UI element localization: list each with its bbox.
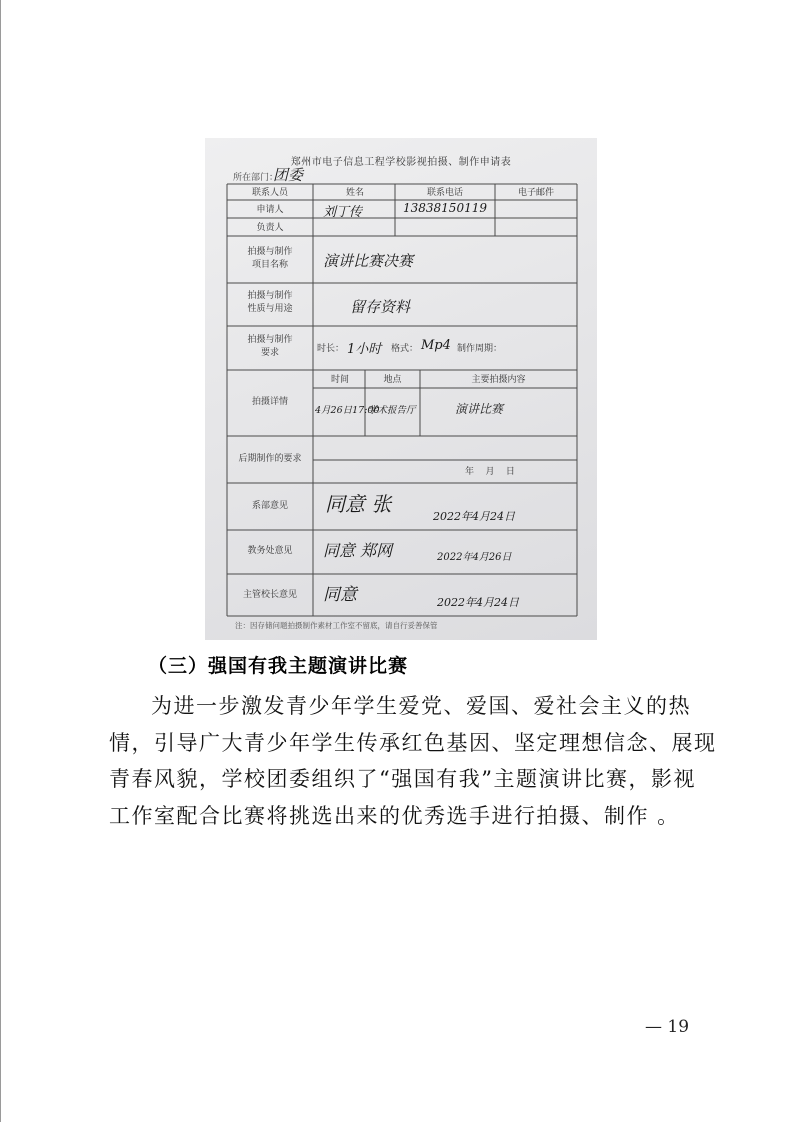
post-date: 年 月 日: [465, 467, 515, 477]
form-title: 郑州市电子信息工程学校影视拍摄、制作申请表: [290, 157, 512, 168]
paragraph-line: 情，引导广大青少年学生传承红色基因、坚定理想信念、展现: [109, 730, 717, 755]
dept-opinion-label: 系部意见: [251, 501, 288, 511]
duration-value: 1小时: [347, 342, 382, 357]
dept-opinion-sign: 同意 张: [325, 492, 392, 516]
purpose-value: 留存资料: [350, 298, 411, 316]
paragraph-line: 青春风貌，学校团委组织了“强国有我”主题演讲比赛，影视: [109, 767, 696, 791]
project-value: 演讲比赛决赛: [323, 252, 414, 270]
period-label: 制作周期：: [457, 344, 503, 354]
principal-date: 2022年4月24日: [437, 596, 519, 609]
col-name: 姓名: [345, 188, 364, 198]
academic-date: 2022年4月26日: [437, 552, 512, 563]
requirements-label-line1: 拍摄与制作: [247, 335, 293, 345]
detail-time: 4月26日17:00: [315, 405, 380, 416]
responsible-label: 负责人: [256, 223, 284, 233]
purpose-label-line1: 拍摄与制作: [247, 291, 293, 301]
details-label: 拍摄详情: [251, 397, 288, 407]
dept-opinion-date: 2022年4月24日: [433, 510, 515, 523]
requirements-label-line2: 要求: [260, 348, 279, 358]
page-number: — 19: [645, 1017, 690, 1037]
body-paragraph: [109, 688, 724, 834]
duration-label: 时长：: [317, 344, 345, 354]
applicant-phone: 13838150119: [403, 201, 487, 215]
format-label: 格式：: [391, 344, 419, 354]
form-photo: [205, 138, 597, 640]
requirements-label: [235, 334, 305, 360]
page-border: [0, 0, 1, 1122]
detail-place: 学术报告厅: [368, 405, 416, 416]
project-label-line2: 项目名称: [251, 260, 288, 270]
dept-value: 团委: [273, 166, 304, 184]
dept-label: 所在部门：: [233, 173, 279, 183]
form-note: 注：因存储问题拍摄制作素材工作室不留底，请自行妥善保管: [235, 621, 438, 630]
purpose-label-line2: 性质与用途: [247, 304, 293, 314]
col-content: 主要拍摄内容: [471, 375, 526, 385]
paragraph-line: 为进一步激发青少年学生爱党、爱国、爱社会主义的热: [151, 694, 691, 718]
project-label: [235, 246, 305, 272]
section-heading: （三）强国有我主题演讲比赛: [148, 655, 409, 677]
col-time: 时间: [330, 375, 349, 385]
col-email: 电子邮件: [517, 188, 554, 198]
post-label: 后期制作的要求: [238, 454, 302, 464]
format-value: Mp4: [421, 338, 451, 353]
principal-sign: 同意: [323, 585, 357, 605]
academic-label: 教务处意见: [247, 546, 293, 556]
applicant-label: 申请人: [256, 205, 284, 215]
paragraph-line: 工作室配合比赛将挑选出来的优秀选手进行拍摄、制作 。: [109, 803, 680, 828]
academic-sign: 同意 郑网: [323, 541, 393, 560]
applicant-name: 刘丁传: [323, 205, 363, 220]
purpose-label: [235, 290, 305, 316]
contact-header: 联系人员: [251, 188, 288, 198]
project-label-line1: 拍摄与制作: [247, 247, 293, 257]
col-phone: 联系电话: [426, 188, 463, 198]
col-place: 地点: [383, 375, 402, 385]
principal-label: 主管校长意见: [242, 590, 297, 600]
detail-content: 演讲比赛: [455, 402, 504, 416]
